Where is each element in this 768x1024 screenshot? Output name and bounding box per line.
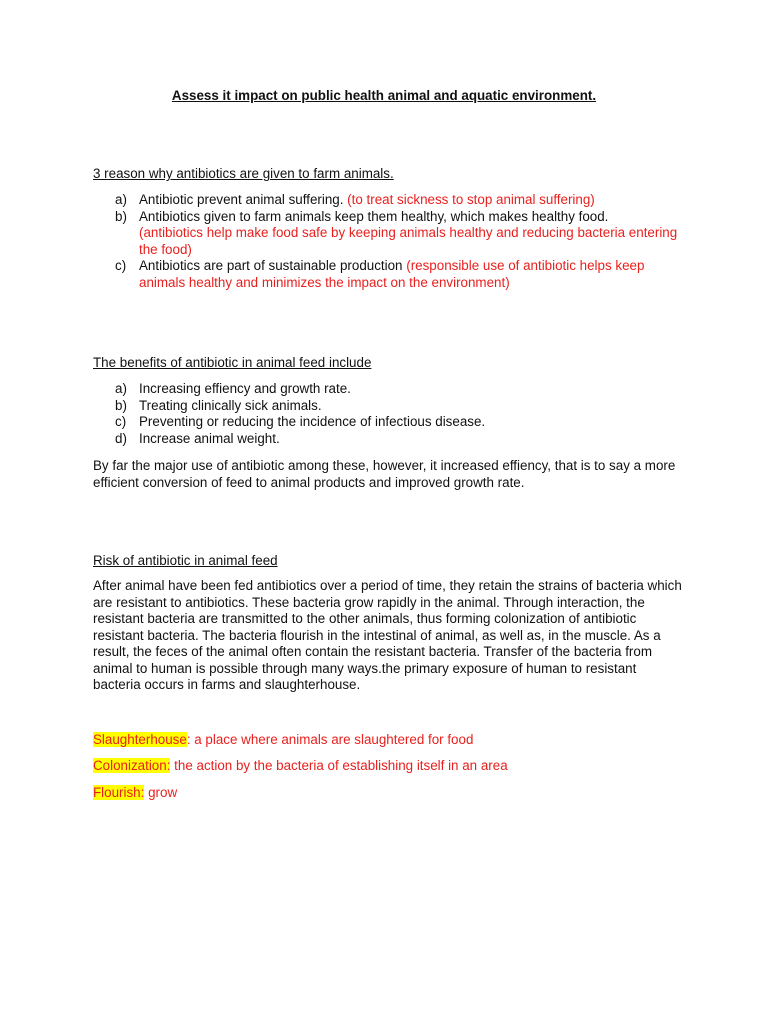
section-heading-risk: Risk of antibiotic in animal feed bbox=[93, 553, 278, 568]
definition-term: Colonization: bbox=[93, 758, 171, 773]
definition-colonization bbox=[93, 758, 508, 773]
list-item bbox=[93, 381, 683, 398]
definition-meaning: grow bbox=[148, 785, 178, 800]
definition-meaning: the action by the bacteria of establishing itself in an area bbox=[174, 758, 508, 773]
list-marker: a) bbox=[115, 381, 127, 396]
definition-term: Flourish: bbox=[93, 785, 145, 800]
risk-paragraph: After animal have been fed antibiotics over a period of time, they retain the strains of bacteria which are resistant to antibiotics. These bacteria grow rapidly in the animal. Through interaction, the resistant bacteria are transmitted to the other animals, thus forming colonization of antibiotic resistant bacteria. The bacteria flourish in the intestinal of animal, as well as, in the muscle. As a result, the feces of the animal often contain the resistant bacteria. Transfer of the bacteria from animal to human is possible through many ways.the primary exposure of human to resistant bacteria occurs in farms and slaughterhouse. bbox=[93, 578, 682, 692]
benefits-list bbox=[93, 381, 683, 447]
list-item-text: Increasing effiency and growth rate. bbox=[139, 381, 351, 396]
list-marker: b) bbox=[115, 397, 127, 413]
definition-slaughterhouse bbox=[93, 732, 473, 747]
list-marker: d) bbox=[115, 430, 127, 446]
list-marker: c) bbox=[115, 258, 127, 273]
definition-flourish bbox=[93, 785, 177, 800]
list-item bbox=[93, 258, 683, 291]
list-item bbox=[93, 414, 683, 431]
list-item bbox=[93, 398, 683, 415]
definition-term: Slaughterhouse bbox=[93, 732, 187, 747]
list-item bbox=[93, 192, 683, 209]
list-item-text: Preventing or reducing the incidence of infectious disease. bbox=[139, 414, 486, 429]
section-heading-benefits: The benefits of antibiotic in animal feed include bbox=[93, 355, 372, 370]
list-item-note: (antibiotics help make food safe by keeping animals healthy and reducing bacteria entering the food) bbox=[139, 225, 678, 257]
list-item-text: Increase animal weight. bbox=[139, 430, 280, 446]
list-item-text: Antibiotic prevent animal suffering. bbox=[139, 192, 348, 207]
list-item-text: Antibiotics given to farm animals keep them healthy, which makes healthy food. bbox=[139, 208, 609, 224]
reasons-list bbox=[93, 192, 683, 291]
benefits-paragraph: By far the major use of antibiotic among these, however, it increased effiency, that is to say a more efficient conversion of feed to animal products and improved growth rate. bbox=[93, 458, 676, 490]
document-title: Assess it impact on public health animal and aquatic environment. bbox=[171, 88, 597, 103]
list-item-text: Treating clinically sick animals. bbox=[139, 397, 322, 413]
list-item bbox=[93, 431, 683, 448]
list-item-text: Antibiotics are part of sustainable production bbox=[139, 258, 407, 273]
list-item-note: (responsible use of antibiotic helps keep animals healthy and minimizes the impact on the environment) bbox=[139, 258, 645, 290]
list-marker: c) bbox=[115, 414, 127, 429]
list-marker: b) bbox=[115, 208, 127, 224]
definition-meaning: a place where animals are slaughtered for food bbox=[194, 732, 474, 747]
list-item bbox=[93, 209, 683, 259]
list-marker: a) bbox=[115, 192, 127, 207]
list-item-note: (to treat sickness to stop animal suffering) bbox=[347, 192, 595, 207]
definition-separator: : bbox=[186, 732, 195, 747]
section-heading-reasons: 3 reason why antibiotics are given to farm animals. bbox=[93, 166, 394, 181]
